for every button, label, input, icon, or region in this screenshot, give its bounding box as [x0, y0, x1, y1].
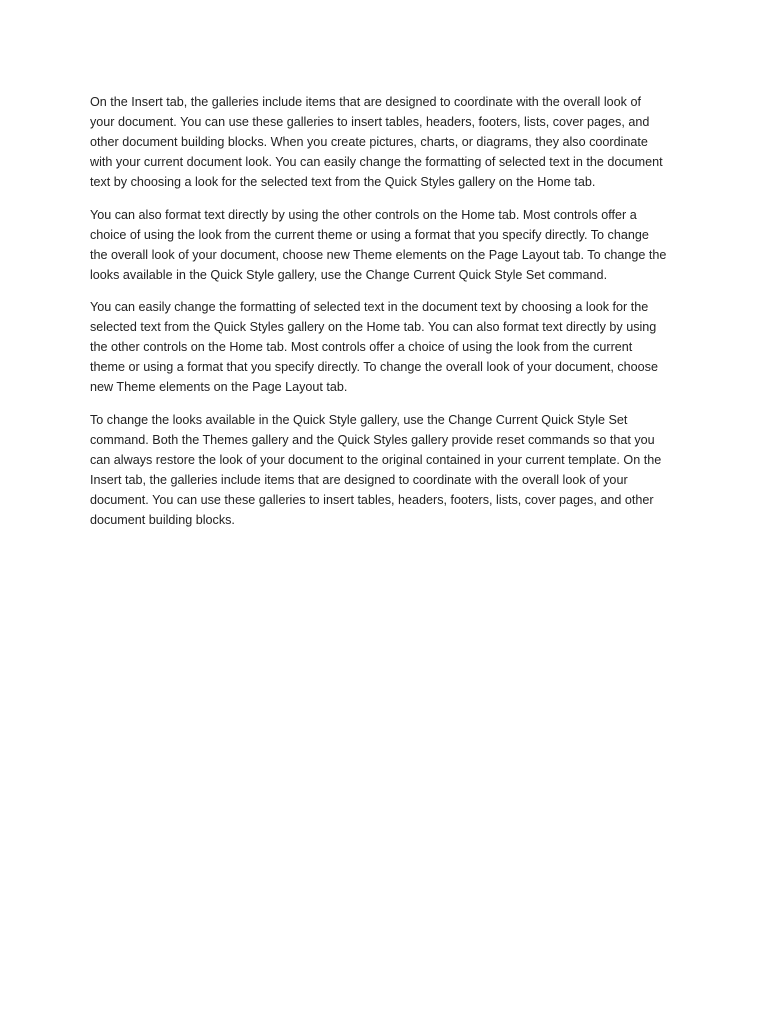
paragraph-1: On the Insert tab, the galleries include items that are designed to coordinate with the overall look of your document. You can use these galleries to insert tables, headers, footers, lists, cover pages, and other document building blocks. When you create pictures, charts, or diagrams, they also coordinate with your current document look. You can easily change the formatting of selected text in the document text by choosing a look for the selected text from the Quick Styles gallery on the Home tab.	[90, 95, 663, 189]
paragraph-3: You can easily change the formatting of selected text in the document text by choosing a look for the selected text from the Quick Styles gallery on the Home tab. You can also format text directly by using the other controls on the Home tab. Most controls offer a choice of using the look from the current theme or using a format that you specify directly. To change the overall look of your document, choose new Theme elements on the Page Layout tab.	[90, 300, 658, 394]
document-body	[90, 92, 678, 542]
paragraph-2: You can also format text directly by using the other controls on the Home tab. Most controls offer a choice of using the look from the current theme or using a format that you specify directly. To change the overall look of your document, choose new Theme elements on the Page Layout tab. To change the looks available in the Quick Style gallery, use the Change Current Quick Style Set command.	[90, 207, 667, 282]
paragraph-4: To change the looks available in the Quick Style gallery, use the Change Current Quick Style Set command. Both the Themes gallery and the Quick Styles gallery provide reset commands so that you can always restore the look of your document to the original contained in your current template. On the Insert tab, the galleries include items that are designed to coordinate with the overall look of your document. You can use these galleries to insert tables, headers, footers, lists, cover pages, and other document building blocks.	[90, 412, 662, 527]
